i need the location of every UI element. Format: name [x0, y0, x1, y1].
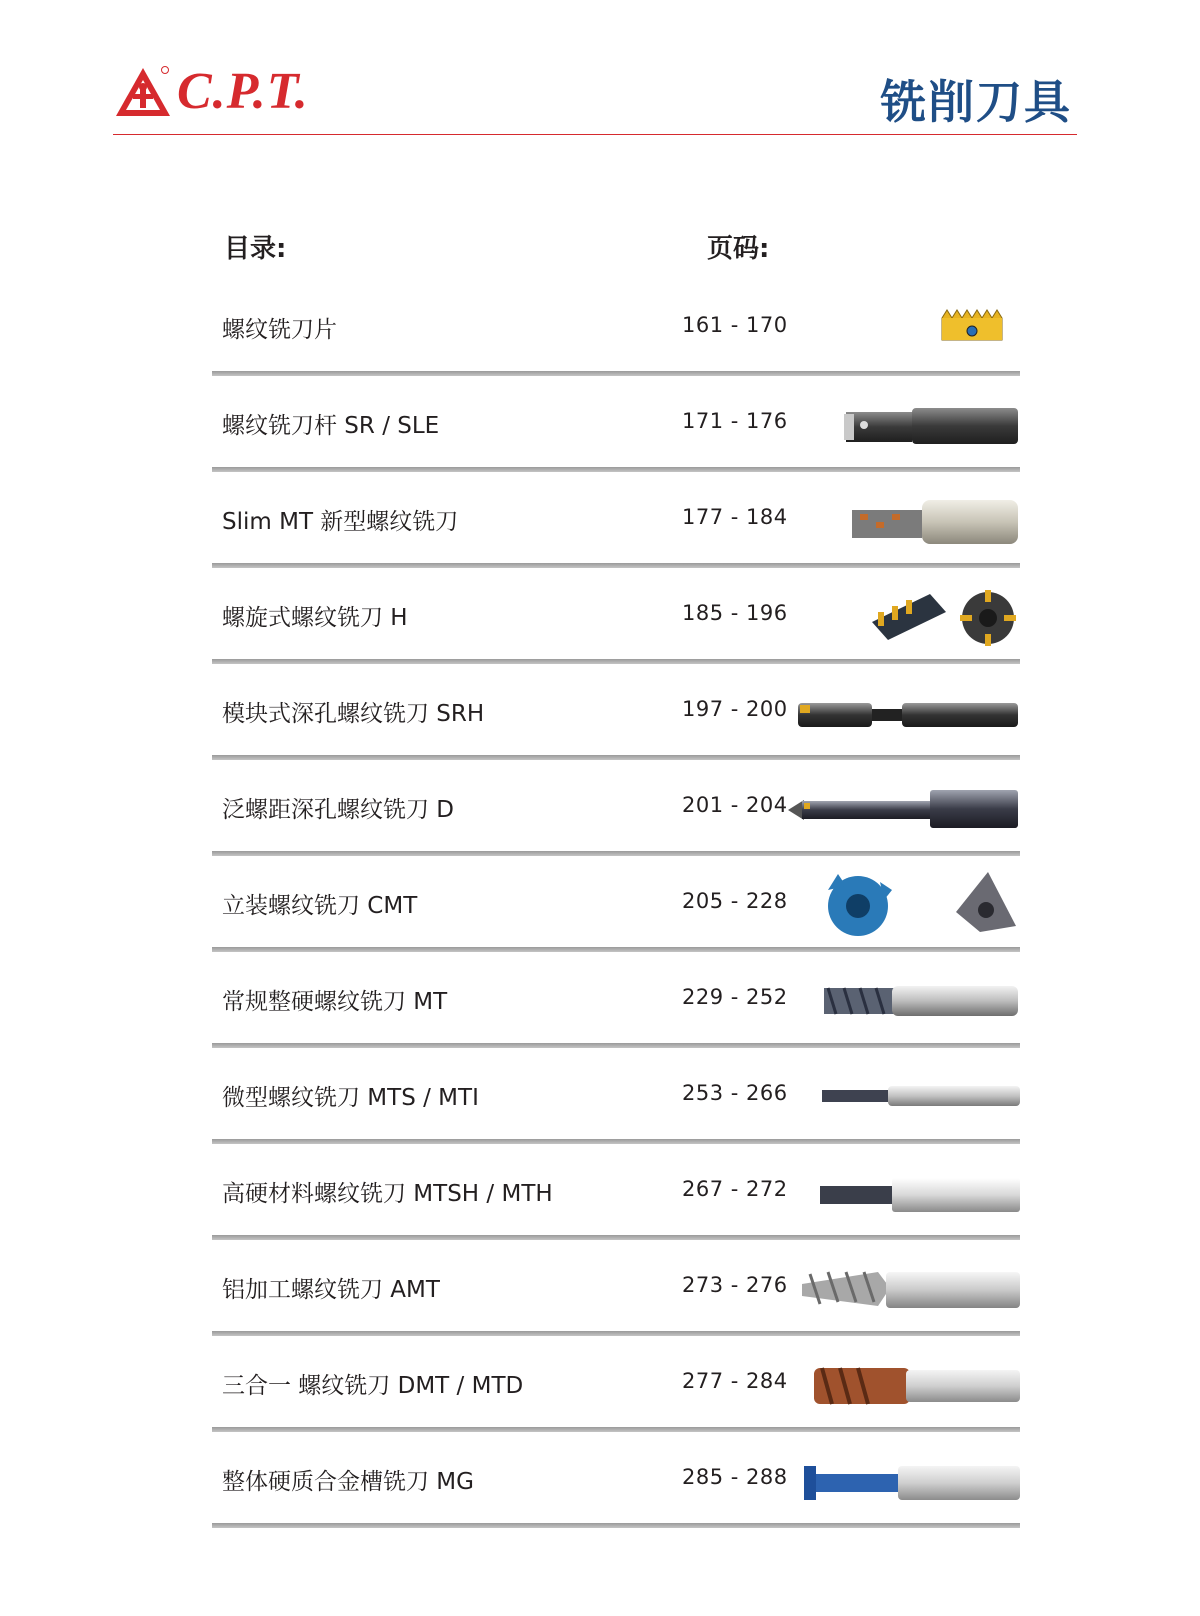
toc-row[interactable] [212, 856, 1020, 952]
toc-row-pages: 161 - 170 [682, 313, 788, 337]
toc-row-title: 微型螺纹铣刀 MTS / MTI [222, 1085, 479, 1111]
hard-material-mill-icon [780, 1158, 1020, 1228]
header-divider [113, 134, 1077, 135]
toc-row[interactable] [212, 280, 1020, 376]
mini-thread-mill-icon [780, 1062, 1020, 1132]
thread-mill-insert-icon [780, 294, 1020, 364]
toc-row[interactable] [212, 472, 1020, 568]
toc-row[interactable] [212, 1336, 1020, 1432]
toc-row-title: 螺纹铣刀片 [222, 317, 337, 343]
toc-row[interactable] [212, 376, 1020, 472]
toc-row-pages: 267 - 272 [682, 1177, 788, 1201]
grooving-mill-icon [780, 1446, 1020, 1516]
toc-row-title: 模块式深孔螺纹铣刀 SRH [222, 701, 485, 727]
thread-mill-holder-icon [780, 390, 1020, 460]
toc-row-pages: 273 - 276 [682, 1273, 788, 1297]
toc-row-pages: 229 - 252 [682, 985, 788, 1009]
toc-row-pages: 205 - 228 [682, 889, 788, 913]
cmt-cutter-icon [780, 870, 1020, 940]
toc-row[interactable] [212, 664, 1020, 760]
toc-row[interactable] [212, 952, 1020, 1048]
toc-row-title: 立装螺纹铣刀 CMT [222, 893, 418, 919]
toc-row-pages: 277 - 284 [682, 1369, 788, 1393]
toc-row-pages: 185 - 196 [682, 601, 788, 625]
toc-row-pages: 285 - 288 [682, 1465, 788, 1489]
page-title: 铣削刀具 [880, 75, 1072, 129]
toc-row-pages: 197 - 200 [682, 697, 788, 721]
aluminium-thread-mill-icon [780, 1254, 1020, 1324]
pages-label: 页码: [707, 234, 770, 264]
toc-row-title: 三合一 螺纹铣刀 DMT / MTD [222, 1373, 524, 1399]
toc-row-title: 螺纹铣刀杆 SR / SLE [222, 413, 440, 439]
page-header [0, 0, 1200, 140]
toc-row-title: 整体硬质合金槽铣刀 MG [222, 1469, 474, 1495]
toc-row-title: Slim MT 新型螺纹铣刀 [222, 509, 459, 535]
helical-thread-mill-icon [780, 582, 1020, 652]
three-in-one-mill-icon [780, 1350, 1020, 1420]
toc-row-title: 高硬材料螺纹铣刀 MTSH / MTH [222, 1181, 553, 1207]
logo-wordmark: C.P.T. [177, 63, 309, 120]
solid-carbide-mill-icon [780, 966, 1020, 1036]
toc-row-title: 螺旋式螺纹铣刀 H [222, 605, 408, 631]
toc-row-pages: 253 - 266 [682, 1081, 788, 1105]
toc-row[interactable] [212, 760, 1020, 856]
toc-row-title: 常规整硬螺纹铣刀 MT [222, 989, 448, 1015]
toc-row-title: 铝加工螺纹铣刀 AMT [222, 1277, 440, 1303]
toc-list [212, 280, 1020, 1528]
slim-mt-cutter-icon [780, 486, 1020, 556]
toc-row-pages: 171 - 176 [682, 409, 788, 433]
toc-row-pages: 201 - 204 [682, 793, 788, 817]
toc-row[interactable] [212, 1432, 1020, 1528]
cpt-logo-icon [113, 64, 173, 120]
toc-row-title: 泛螺距深孔螺纹铣刀 D [222, 797, 455, 823]
toc-row[interactable] [212, 1144, 1020, 1240]
toc-row-pages: 177 - 184 [682, 505, 788, 529]
toc-row[interactable] [212, 568, 1020, 664]
row-divider [212, 1523, 1020, 1528]
contents-label: 目录: [224, 234, 287, 264]
cpt-logo [113, 62, 309, 122]
toc-row[interactable] [212, 1240, 1020, 1336]
modular-deep-hole-mill-icon [780, 678, 1020, 748]
toc-row[interactable] [212, 1048, 1020, 1144]
deep-hole-thread-mill-icon [780, 774, 1020, 844]
